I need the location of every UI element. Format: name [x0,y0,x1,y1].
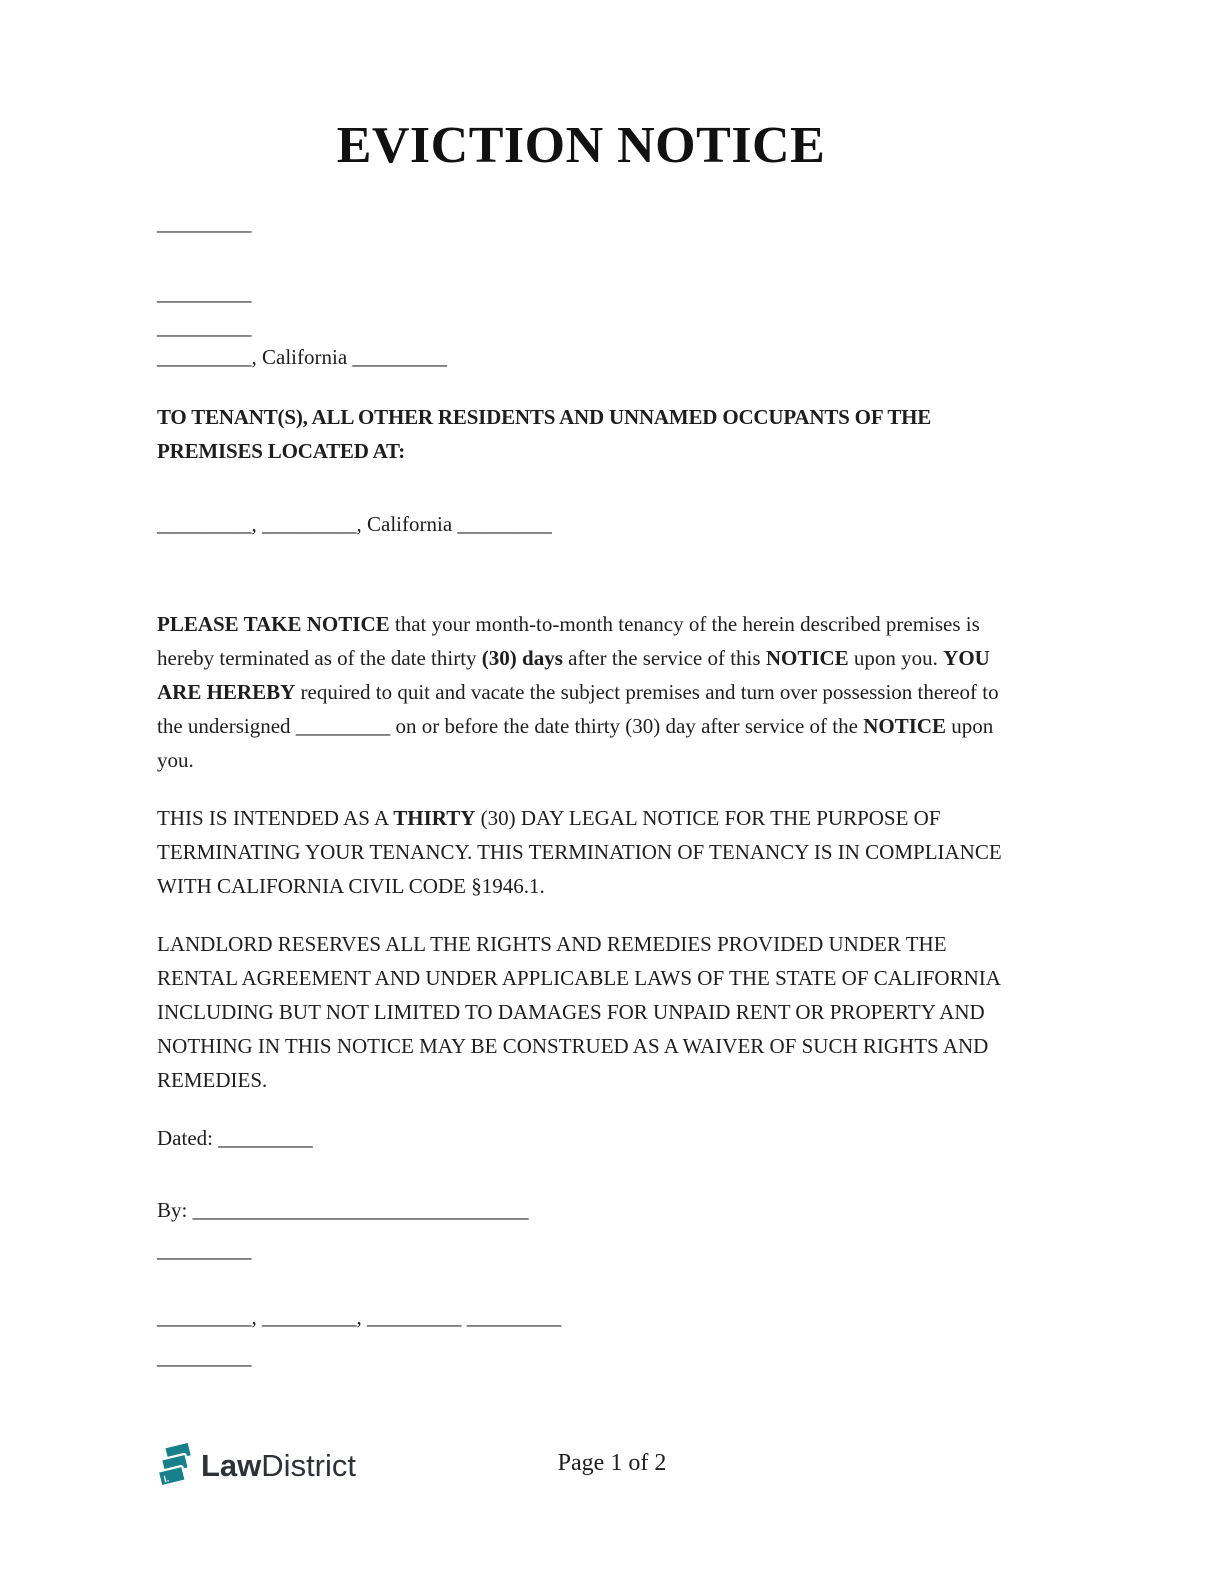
signer-name-blank: _________ [157,1238,252,1262]
notice-segment: NOTICE [863,714,947,738]
notice-segment: upon you. [848,646,944,670]
intent-segment: (30) DAY LEGAL NOTICE FOR THE PURPOSE OF TERMINATING YOUR TENANCY. THIS TERMINATION OF TENANCY IS IN COMPLIANCE WITH CALIFORNIA CIVIL CODE §1946.1. [157,806,1002,898]
lawdistrict-logo [157,1442,356,1490]
stacked-pages-icon [157,1442,197,1490]
notice-paragraph [157,607,1005,777]
notice-segment: PLEASE TAKE NOTICE [157,612,390,636]
page-footer [0,1440,1224,1500]
page-number-indicator: Page 1 of 2 [557,1450,667,1476]
premises-address-line: _________, _________, California _________ [157,512,552,536]
signer-location-line: _________, _________, _________ _________ [157,1305,562,1329]
blank-line-1: _________ [157,211,252,235]
logo-word-law: Law [201,1448,262,1483]
recipient-heading: TO TENANT(S), ALL OTHER RESIDENTS AND UNNAMED OCCUPANTS OF THE PREMISES LOCATED AT: [157,405,932,463]
document-content [157,0,1005,1374]
notice-segment: YOU ARE HEREBY [157,646,990,704]
intent-segment: THIS IS INTENDED AS A [157,806,394,830]
notice-segment: upon you. [157,714,994,772]
blank-line-2: _________ [157,281,252,305]
svg-text:l.: l. [162,1473,170,1485]
notice-segment: that your month-to-month tenancy of the herein described premises is hereby terminated as of the date thirty [157,612,980,670]
notice-segment: NOTICE [765,646,849,670]
intent-paragraph [157,801,1005,903]
logo-word-district: District [261,1448,357,1483]
notice-segment: (30) days [481,646,563,670]
reservation-paragraph: LANDLORD RESERVES ALL THE RIGHTS AND REMEDIES PROVIDED UNDER THE RENTAL AGREEMENT AND UNDER APPLICABLE LAWS OF THE STATE OF CALIFORNIA INCLUDING BUT NOT LIMITED TO DAMAGES FOR UNPAID RENT OR PROPERTY AND NOTHING IN THIS NOTICE MAY BE CONSTRUED AS A WAIVER OF SUCH RIGHTS AND REMEDIES. [157,932,1000,1092]
blank-line-3: _________ [157,315,252,339]
notice-segment: required to quit and vacate the subject premises and turn over possession thereof to the undersigned _________ on or before the date thirty (30) day after service of the [157,680,999,738]
notice-segment: after the service of this [562,646,766,670]
by-signature-line: By: ________________________________ [157,1198,529,1222]
intent-segment: THIRTY [393,806,476,830]
signer-phone-blank: _________ [157,1345,252,1369]
logo-wordmark [201,1442,356,1490]
city-state-line: _________, California _________ [157,345,447,369]
dated-line: Dated: _________ [157,1126,313,1150]
document-title: EVICTION NOTICE [336,117,826,174]
